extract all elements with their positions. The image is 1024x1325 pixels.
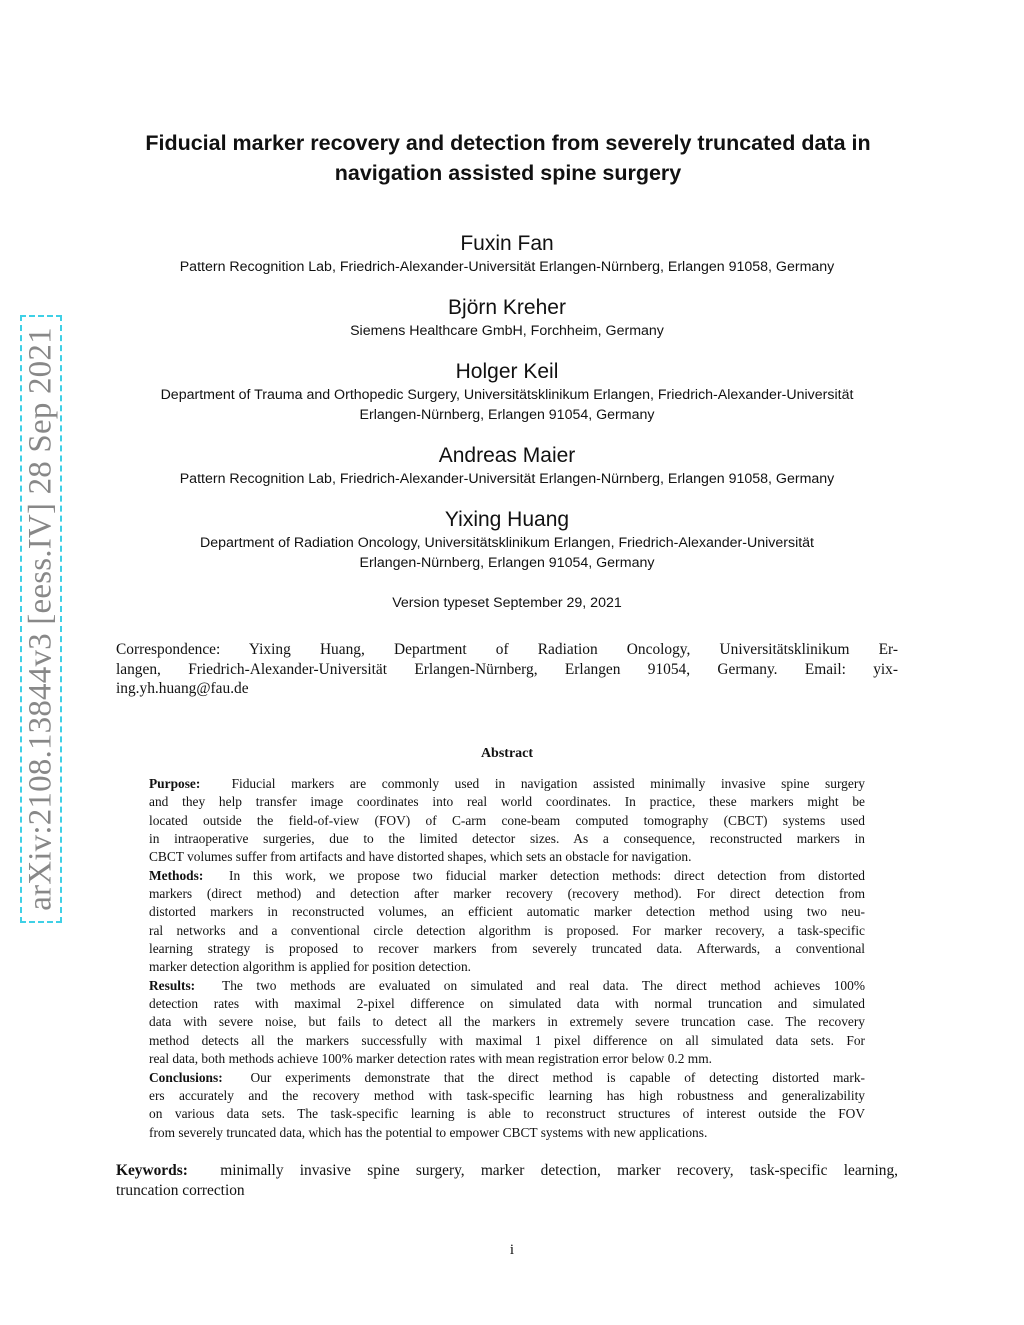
abstract-line: detection rates with maximal 2-pixel difference on simulated data with normal truncation and simulated bbox=[149, 996, 865, 1012]
author-affiliation: Department of Radiation Oncology, Universitätsklinikum Erlangen, Friedrich-Alexander-Universität bbox=[200, 535, 814, 551]
keywords-line: truncation correction bbox=[116, 1182, 245, 1199]
abstract-line: ral networks and a conventional circle detection algorithm is proposed. For marker recovery, a task-specific bbox=[149, 922, 865, 938]
correspondence-email: ing.yh.huang@fau.de bbox=[116, 680, 249, 697]
correspondence-line: Correspondence: Yixing Huang, Department of Radiation Oncology, Universitätsklinikum Er- bbox=[116, 641, 898, 658]
abstract-line: in intraoperative surgeries, due to the limited detector sizes. As a consequence, reconstructed markers in bbox=[149, 831, 865, 847]
abstract-line bbox=[149, 977, 865, 995]
author-block-4 bbox=[100, 443, 914, 489]
correspondence bbox=[116, 640, 898, 699]
paper-title bbox=[100, 128, 916, 188]
keywords bbox=[116, 1161, 898, 1201]
abstract-line: marker detection algorithm is applied for position detection. bbox=[149, 959, 472, 975]
results-label: Results: bbox=[149, 977, 196, 993]
author-affiliation: Siemens Healthcare GmbH, Forchheim, Germany bbox=[350, 323, 664, 339]
author-name: Fuxin Fan bbox=[460, 232, 554, 255]
author-name: Björn Kreher bbox=[448, 296, 566, 319]
abstract-line: and they help transfer image coordinates into real world coordinates. In practice, these markers might be bbox=[149, 794, 865, 810]
abstract-line: data with severe noise, but fails to detect all the markers in extremely severe truncation case. The recovery bbox=[149, 1014, 865, 1030]
author-affiliation: Pattern Recognition Lab, Friedrich-Alexander-Universität Erlangen-Nürnberg, Erlangen 91058, Germany bbox=[179, 259, 835, 275]
abstract-line: markers (direct method) and detection after marker recovery (recovery method). For direct detection from bbox=[149, 886, 865, 902]
abstract-line: from severely truncated data, which has the potential to empower CBCT systems with new applications. bbox=[149, 1124, 708, 1140]
abstract-body bbox=[149, 775, 865, 1142]
author-name: Andreas Maier bbox=[438, 444, 576, 467]
title-line-1: Fiducial marker recovery and detection from severely truncated data in bbox=[145, 131, 871, 155]
abstract-line: distorted markers in reconstructed volumes, an efficient automatic marker detection method using two neu- bbox=[149, 904, 865, 920]
keywords-line bbox=[116, 1161, 898, 1181]
abstract-line: ers accurately and the recovery method with task-specific learning has high robustness and generalizability bbox=[149, 1087, 865, 1103]
arxiv-stamp: arXiv:2108.13844v3 [eess.IV] 28 Sep 2021 bbox=[22, 327, 59, 911]
author-affiliation: Department of Trauma and Orthopedic Surgery, Universitätsklinikum Erlangen, Friedrich-Alexander-Universität bbox=[160, 387, 854, 403]
abstract-line: CBCT volumes suffer from artifacts and have distorted shapes, which sets an obstacle for navigation. bbox=[149, 849, 692, 865]
conclusions-label: Conclusions: bbox=[149, 1069, 223, 1085]
author-name: Yixing Huang bbox=[444, 508, 570, 531]
author-affiliation: Pattern Recognition Lab, Friedrich-Alexander-Universität Erlangen-Nürnberg, Erlangen 91058, Germany bbox=[179, 471, 835, 487]
abstract-text: The two methods are evaluated on simulated and real data. The direct method achieves 100% bbox=[222, 977, 865, 993]
abstract-text: Fiducial markers are commonly used in navigation assisted minimally invasive spine surgery bbox=[231, 776, 865, 791]
abstract-heading: Abstract bbox=[480, 746, 534, 761]
abstract-text: In this work, we propose two fiducial marker detection methods: direct detection from distorted bbox=[229, 867, 866, 883]
abstract-line bbox=[149, 867, 865, 885]
author-name: Holger Keil bbox=[455, 360, 559, 383]
keywords-text: minimally invasive spine surgery, marker detection, marker recovery, task-specific learning, bbox=[220, 1162, 898, 1179]
author-affiliation: Erlangen-Nürnberg, Erlangen 91054, Germany bbox=[359, 555, 655, 571]
author-block-3 bbox=[100, 359, 914, 425]
author-block-1 bbox=[100, 231, 914, 277]
abstract-line: real data, both methods achieve 100% marker detection rates with mean registration error below 0.2 mm. bbox=[149, 1051, 712, 1067]
abstract-line: on various data sets. The task-specific learning is able to reconstruct structures of interest outside the FOV bbox=[149, 1106, 865, 1122]
abstract-line bbox=[149, 775, 865, 793]
methods-label: Methods: bbox=[149, 867, 204, 883]
keywords-label: Keywords: bbox=[116, 1162, 188, 1179]
version-line: Version typeset September 29, 2021 bbox=[392, 595, 622, 611]
author-affiliation: Erlangen-Nürnberg, Erlangen 91054, Germany bbox=[359, 407, 655, 423]
abstract-line: located outside the field-of-view (FOV) of C-arm cone-beam computed tomography (CBCT) systems used bbox=[149, 812, 865, 828]
author-block-5 bbox=[100, 507, 914, 573]
abstract-line bbox=[149, 1069, 865, 1087]
purpose-label: Purpose: bbox=[149, 776, 201, 791]
abstract-text: Our experiments demonstrate that the direct method is capable of detecting distorted mark- bbox=[250, 1069, 865, 1085]
correspondence-line: langen, Friedrich-Alexander-Universität Erlangen-Nürnberg, Erlangen 91054, Germany. Email: yix- bbox=[116, 660, 898, 678]
abstract-line: learning strategy is proposed to recover markers from severely truncated data. Afterwards, a conventional bbox=[149, 941, 865, 957]
page-number: i bbox=[509, 1242, 515, 1258]
abstract-line: method detects all the markers successfully with maximal 1 pixel difference on all simulated data sets. For bbox=[149, 1032, 865, 1048]
author-block-2 bbox=[100, 295, 914, 341]
title-line-2: navigation assisted spine surgery bbox=[334, 161, 682, 185]
